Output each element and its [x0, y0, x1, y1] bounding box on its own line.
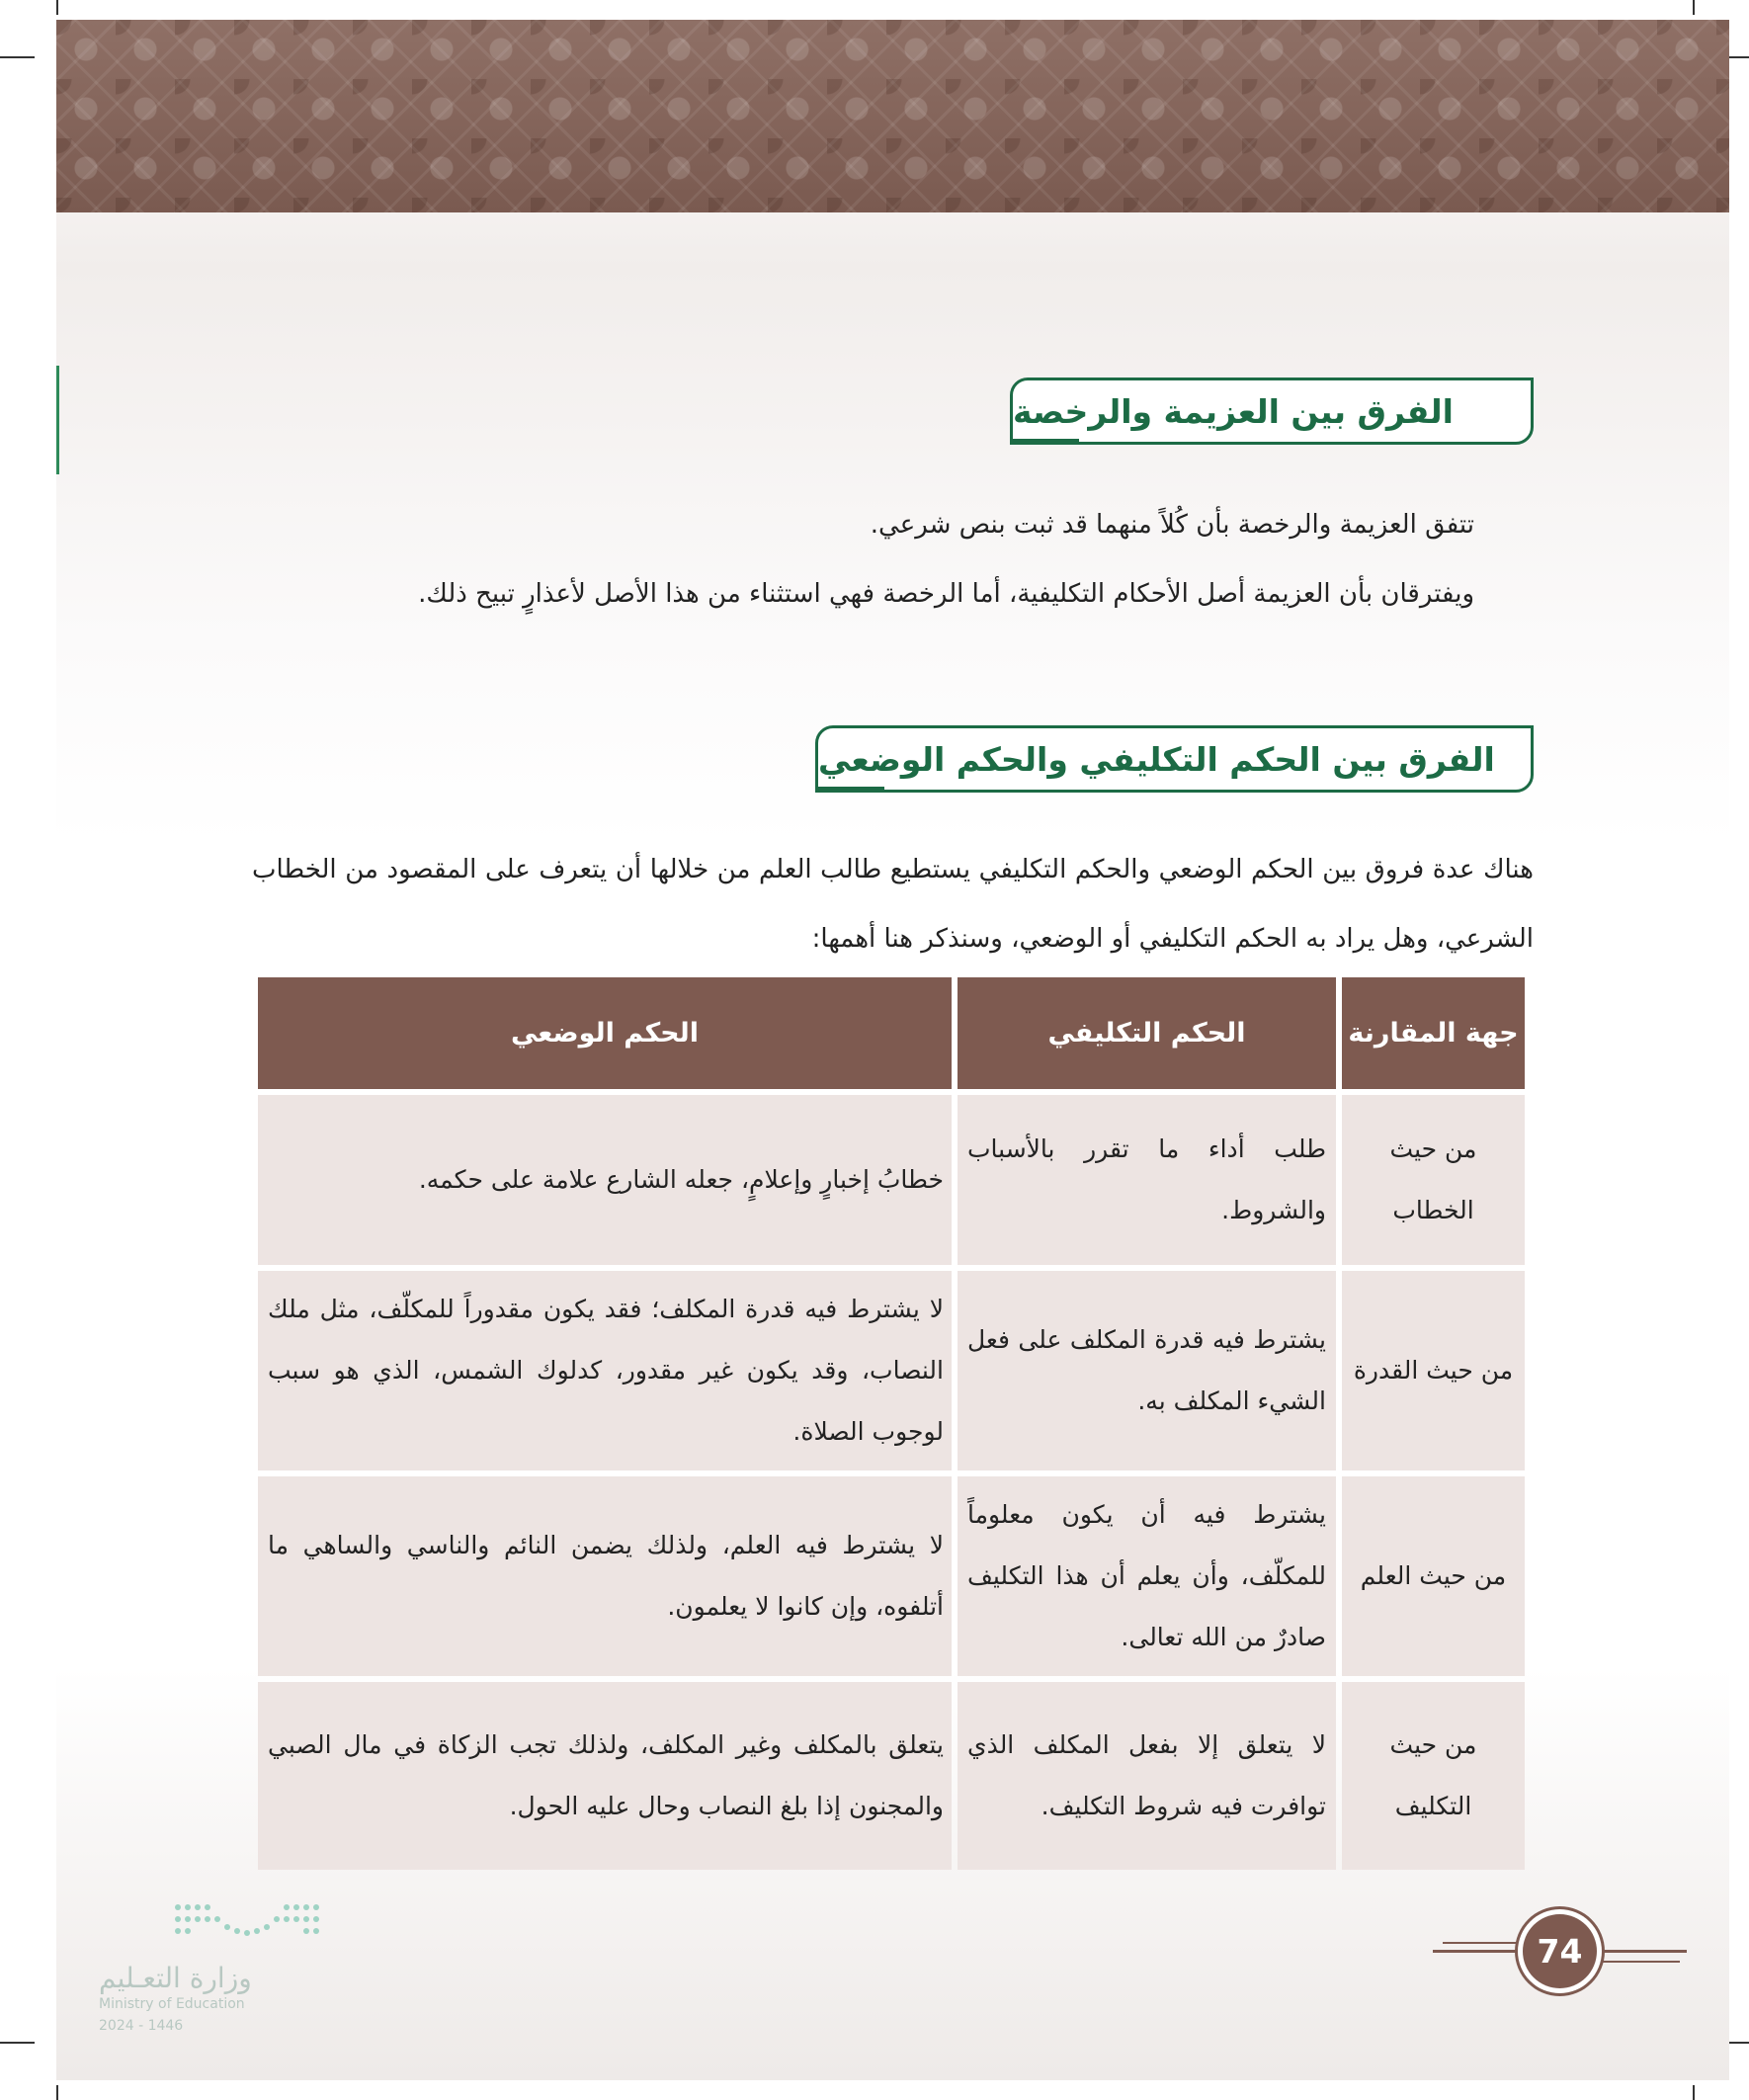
cell-wadi: لا يشترط فيه العلم، ولذلك يضمن النائم والناسي والساهي ما أتلفوه، وإن كانوا لا يعلمون.: [258, 1476, 952, 1676]
footer-line-left: [1433, 1950, 1527, 1953]
cell-aspect: من حيث التكليف: [1342, 1682, 1525, 1870]
paragraph-agreement: تتفق العزيمة والرخصة بأن كُلاً منهما قد ثبت بنص شرعي.: [870, 510, 1474, 540]
cell-wadi: لا يشترط فيه قدرة المكلف؛ فقد يكون مقدوراً للمكلّف، مثل ملك النصاب، وقد يكون غير مقدور، كدلوك الشمس، الذي هو سبب لوجوب الصلاة.: [258, 1271, 952, 1470]
section-title-text: الفرق بين العزيمة والرخصة: [1013, 391, 1454, 431]
cell-taklifi: طلب أداء ما تقرر بالأسباب والشروط.: [958, 1095, 1336, 1265]
cell-wadi: خطابُ إخبارٍ وإعلامٍ، جعله الشارع علامة على حكمه.: [258, 1095, 952, 1265]
comparison-table: [252, 971, 1531, 1876]
crop-mark: [56, 0, 58, 15]
table-header-row: [258, 977, 1525, 1089]
header-aspect: جهة المقارنة: [1342, 977, 1525, 1089]
section-title-taklifi-wadi: [815, 725, 1534, 793]
footer-line-right: [1593, 1950, 1687, 1953]
side-accent-bar: [56, 366, 59, 474]
crop-mark: [1693, 2085, 1695, 2100]
cell-aspect: من حيث الخطاب: [1342, 1095, 1525, 1265]
header-wadi: الحكم الوضعي: [258, 977, 952, 1089]
header-taklifi: الحكم التكليفي: [958, 977, 1336, 1089]
paragraph-difference: ويفترقان بأن العزيمة أصل الأحكام التكليفية، أما الرخصة فهي استثناء من هذا الأصل لأعذارٍ تبيح ذلك.: [418, 579, 1474, 609]
paragraph-intro: هناك عدة فروق بين الحكم الوضعي والحكم التكليفي يستطيع طالب العلم من خلالها أن يتعرف على المقصود من الخطاب الشرعي، وهل يراد به الحكم التكليفي أو الوضعي، وسنذكر هنا أهمها:: [252, 855, 1534, 954]
cell-aspect: من حيث القدرة: [1342, 1271, 1525, 1470]
page-number: 74: [1523, 1914, 1597, 1988]
header-pattern-band: [56, 20, 1729, 212]
section-title-text: الفرق بين الحكم التكليفي والحكم الوضعي: [818, 739, 1495, 779]
cell-taklifi: يشترط فيه أن يكون معلوماً للمكلّف، وأن يعلم أن هذا التكليف صادرٌ من الله تعالى.: [958, 1476, 1336, 1676]
table-row: [258, 1476, 1525, 1676]
cell-wadi: يتعلق بالمكلف وغير المكلف، ولذلك تجب الزكاة في مال الصبي والمجنون إذا بلغ النصاب وحال عليه الحول.: [258, 1682, 952, 1870]
footer-line-left-thin: [1443, 1942, 1522, 1944]
cell-aspect: من حيث العلم: [1342, 1476, 1525, 1676]
crop-mark: [0, 2042, 35, 2044]
crop-mark: [56, 2085, 58, 2100]
table-row: [258, 1095, 1525, 1265]
table-row: [258, 1271, 1525, 1470]
footer-line-right-thin: [1601, 1961, 1680, 1963]
cell-taklifi: يشترط فيه قدرة المكلف على فعل الشيء المكلف به.: [958, 1271, 1336, 1470]
edition-year: 2024 - 1446: [99, 2018, 184, 2034]
table-row: [258, 1682, 1525, 1870]
ministry-logo-icon: [168, 1897, 326, 1947]
section-title-azima-rukhsa: [1010, 378, 1534, 445]
crop-mark: [0, 56, 35, 58]
ministry-name-arabic: وزارة التعـليم: [99, 1962, 252, 1994]
ministry-name-english: Ministry of Education: [99, 1996, 245, 2012]
cell-taklifi: لا يتعلق إلا بفعل المكلف الذي توافرت فيه شروط التكليف.: [958, 1682, 1336, 1870]
crop-mark: [1693, 0, 1695, 15]
